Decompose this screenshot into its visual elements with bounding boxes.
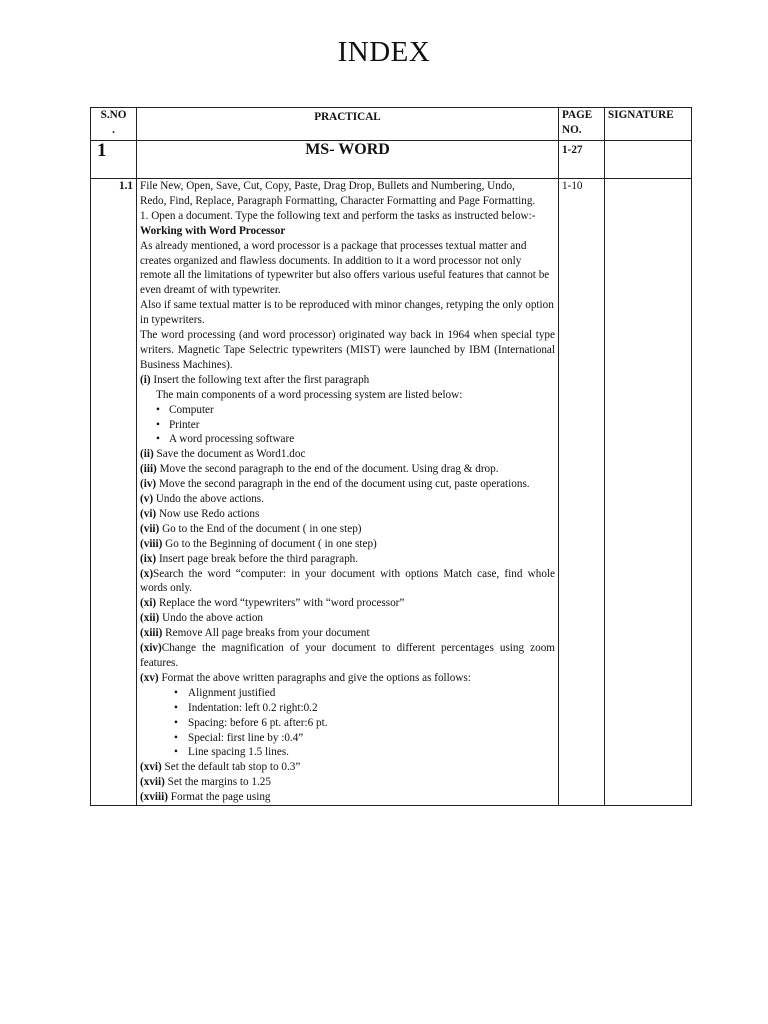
format-option-item: • Spacing: before 6 pt. after:6 pt. [140,716,555,731]
index-table [90,107,692,806]
format-option-item: • Line spacing 1.5 lines. [140,745,555,760]
step-item [140,552,555,567]
step-item [140,462,555,477]
entry-content [137,179,559,806]
step-text: Now use Redo actions [156,507,260,520]
component-item: • A word processing software [140,432,555,447]
step-text: Set the margins to 1.25 [164,776,271,789]
header-sno: S.NO . [91,108,137,141]
step-text: Set the default tab stop to 0.3” [161,761,301,774]
paragraph-line: Also if same textual matter is to be reproduced with minor changes, retyping the only option [140,299,554,312]
step-text: Undo the above action [159,612,264,625]
header-row [91,108,692,141]
step-label: (xvi) [140,761,162,774]
step-item [140,671,555,686]
header-page-no: PAGE NO. [559,108,605,141]
step-item [140,537,555,552]
component-item: • Printer [140,418,555,433]
steps-list [140,447,555,686]
step-label: (iv) [140,478,157,491]
step-text: Go to the Beginning of document ( in one step) [162,537,377,550]
format-option-item: • Alignment justified [140,686,555,701]
step-text: Insert page break before the third paragraph. [156,552,359,565]
step-label: (iii) [140,463,157,476]
step-text: Undo the above actions. [153,493,264,506]
component-item: • Computer [140,403,555,418]
step-text: Change the magnification of your document to different percentages using zoom features. [140,642,555,669]
step-text: Search the word “computer: in your document with options Match case, find whole words only. [140,567,555,595]
step-text: Format the page using [167,791,271,804]
step-item [140,626,555,641]
step-text: Go to the End of the document ( in one step) [159,522,362,535]
section-pages: 1-27 [559,141,605,179]
step-label: (xv) [140,671,159,684]
step-item [140,790,555,805]
entry-number: 1.1 [91,179,137,806]
step-text: Move the second paragraph to the end of the document. Using drag & drop. [156,463,499,476]
step-label: (xviii) [140,791,168,804]
step-label: (ix) [140,552,157,565]
step-text: Move the second paragraph in the end of the document using cut, paste operations. [156,478,530,491]
step-text: Insert the following text after the first paragraph [150,373,370,386]
step-item [140,567,555,597]
format-option-item: • Indentation: left 0.2 right:0.2 [140,701,555,716]
step-label: (xii) [140,612,160,625]
section-number: 1 [91,141,137,179]
format-options-list [140,686,555,761]
step-text: Remove All page breaks from your document [162,627,370,640]
entry-row [91,179,692,806]
step-label: (xiii) [140,627,163,640]
paragraph-line: creates organized and flawless documents. In addition to it a word processor not only [140,254,522,267]
components-list [140,403,555,448]
step-label: (vii) [140,522,160,535]
intro-line-2: Redo, Find, Replace, Paragraph Formatting, Character Formatting and Page Formatting. [140,194,536,207]
step-label: (xi) [140,597,157,610]
step-text: Save the document as Word1.doc [153,448,306,461]
paragraph-line: The word processing (and word processor) originated way back in 1964 when special type writers. Magnetic Tape Selectric typewriters (MIST) were launched by IBM (International Business Machines). [140,329,555,371]
components-intro: The main components of a word processing system are listed below: [156,388,463,401]
paragraph-line: As already mentioned, a word processor is a package that processes textual matter and [140,239,527,252]
header-practical: PRACTICAL [137,108,559,141]
paragraph-line: remote all the limitations of typewriter but also offers various useful features that cannot be [140,269,550,282]
step-item [140,492,555,507]
section-heading: Working with Word Processor [140,224,286,237]
step-label: (xiv) [140,642,162,655]
page-title: INDEX [337,36,431,68]
entry-signature [605,179,692,806]
format-option-item: • Special: first line by :0.4” [140,731,555,746]
step-label: (x) [140,567,154,580]
step-item [140,447,555,462]
section-name: MS- WORD [137,141,559,179]
entry-pages: 1-10 [559,179,605,806]
step-label: (v) [140,493,154,506]
intro-line-1: File New, Open, Save, Cut, Copy, Paste, Drag Drop, Bullets and Numbering, Undo, [140,180,515,192]
step-label: (ii) [140,448,154,461]
step-item [140,775,555,790]
step-item [140,641,555,671]
step-text: Format the above written paragraphs and give the options as follows: [158,671,471,684]
step-label: (i) [140,373,151,386]
step-text: Replace the word “typewriters” with “word processor” [156,597,405,610]
step-item [140,596,555,611]
step-item [140,760,555,775]
step-label: (vi) [140,507,157,520]
step-item [140,611,555,626]
paragraph-line: in typewriters. [140,314,205,327]
task-instruction: 1. Open a document. Type the following text and perform the tasks as instructed below:- [140,209,536,222]
step-item [140,522,555,537]
step-item [140,507,555,522]
section-signature [605,141,692,179]
final-steps-list [140,760,555,805]
section-row [91,141,692,179]
step-label: (viii) [140,537,163,550]
step-label: (xvii) [140,776,165,789]
paragraph-lines [140,239,555,373]
paragraph-line: even dreamt of with typewriter. [140,284,281,297]
step-item [140,477,555,492]
header-signature: SIGNATURE [605,108,692,141]
